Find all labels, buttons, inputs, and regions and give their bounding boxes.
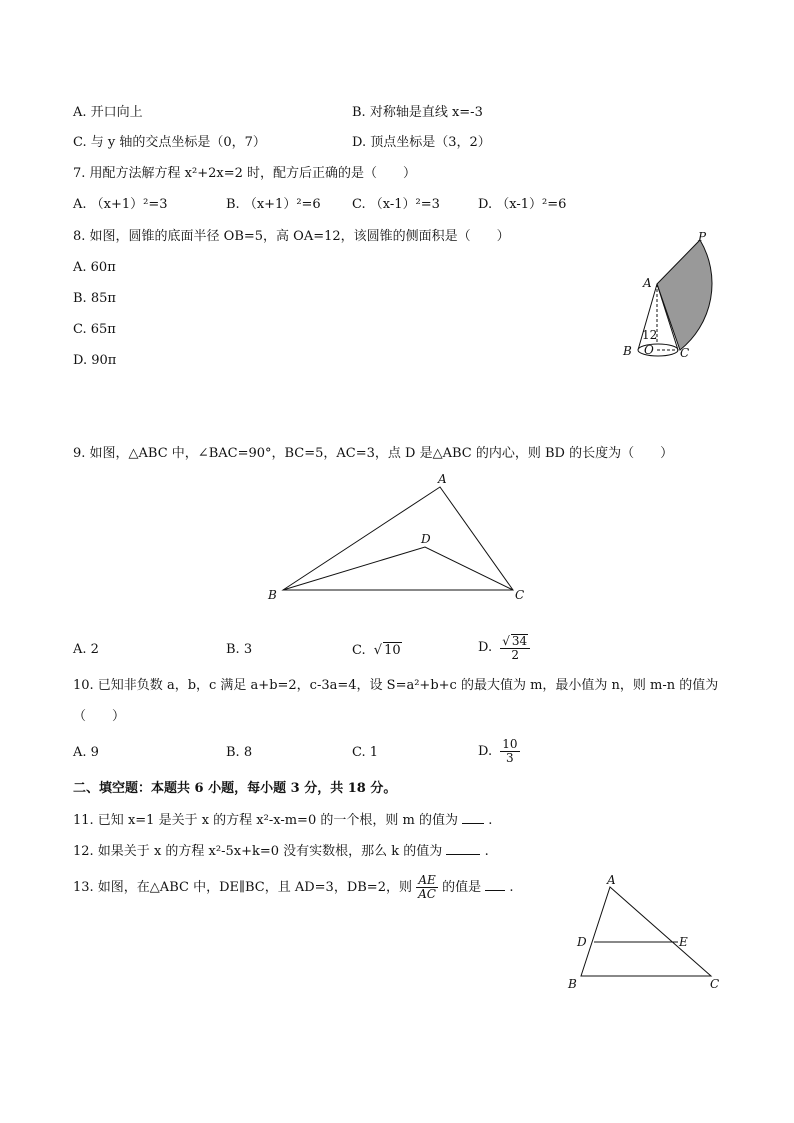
cone-sector-unfolded — [657, 240, 712, 350]
q6-option-d: D. 顶点坐标是（3，2） — [352, 135, 491, 150]
q10-option-a: A. 9 — [73, 745, 99, 760]
q10-option-d-fraction — [500, 738, 519, 765]
cone-label-c: C — [680, 346, 690, 360]
q8-option-d: D. 90π — [73, 353, 117, 368]
q9-option-c-radicand: 10 — [384, 643, 401, 658]
triangle-abc — [283, 487, 513, 590]
tri2-label-d: D — [577, 935, 587, 949]
cone-figure — [620, 228, 740, 368]
q6-option-c: C. 与 y 轴的交点坐标是（0，7） — [73, 135, 266, 150]
q13-end: . — [509, 880, 514, 895]
q7-option-d: D. （x-1）²=6 — [478, 197, 567, 212]
q9-option-d-fraction: $\frac{√ 34}{2}$ — [500, 634, 530, 662]
q9-option-d-denominator: 2 — [511, 647, 520, 662]
q10-paren: （ ） — [73, 709, 126, 724]
q9-option-d — [478, 631, 530, 665]
tri-label-c: C — [515, 588, 525, 602]
tri2-label-a: A — [607, 873, 616, 887]
tri2-label-e: E — [679, 935, 688, 949]
q10-option-d-prefix: D. — [478, 744, 493, 759]
q10-option-c: C. 1 — [352, 745, 379, 760]
q7-stem: 7. 用配方法解方程 x²+2x=2 时，配方后正确的是（ ） — [73, 166, 417, 181]
cone-label-height: 12 — [642, 328, 658, 342]
q9-option-b: B. 3 — [226, 642, 253, 657]
triangle-de-parallel-bc-figure — [565, 873, 730, 998]
q13-answer-blank[interactable] — [485, 890, 505, 891]
q9-option-d-prefix: D. — [478, 640, 493, 655]
q13-fraction-numerator: AE — [416, 874, 438, 888]
section-2-heading: 二、填空题：本题共 6 小题，每小题 3 分，共 18 分。 — [73, 781, 397, 796]
tri-label-a: A — [438, 472, 447, 486]
q8-option-a: A. 60π — [73, 260, 116, 275]
q10-stem: 10. 已知非负数 a，b，c 满足 a+b=2，c-3a=4，设 S=a²+b+c 的最大值为 m，最小值为 n，则 m-n 的值为 — [73, 678, 719, 693]
q6-option-a: A. 开口向上 — [73, 105, 143, 120]
q7-option-c: C. （x-1）²=3 — [352, 197, 440, 212]
q7-option-a: A. （x+1）²=3 — [73, 197, 168, 212]
q11-line — [73, 813, 492, 829]
tri-label-d: D — [421, 532, 431, 546]
tri2-label-b: B — [568, 977, 577, 991]
q13-prefix: 13. 如图，在△ABC 中，DE∥BC，且 AD=3，DB=2，则 — [73, 880, 412, 895]
q9-option-c: C. √ 10 — [352, 643, 401, 658]
q9-stem: 9. 如图，△ABC 中，∠BAC=90°，BC=5，AC=3，点 D 是△ABC 的内心，则 BD 的长度为（ ） — [73, 446, 674, 461]
q11-text: 11. 已知 x=1 是关于 x 的方程 x²-x-m=0 的一个根，则 m 的值为 — [73, 813, 458, 828]
q8-option-b: B. 85π — [73, 291, 116, 306]
q13-fraction-denominator: AC — [418, 887, 436, 901]
q12-end: . — [484, 844, 489, 859]
q11-answer-blank[interactable] — [462, 823, 484, 824]
tri-label-b: B — [268, 588, 277, 602]
tri2-label-c: C — [710, 977, 720, 991]
q12-answer-blank[interactable] — [446, 854, 480, 855]
q12-line — [73, 844, 489, 860]
q9-option-c-prefix: C. — [352, 643, 366, 658]
triangle-abc — [581, 887, 711, 976]
q10-option-d-numerator: 10 — [502, 737, 518, 751]
cone-label-b: B — [623, 344, 632, 358]
q13-fraction — [416, 874, 438, 901]
q10-option-d-denominator: 3 — [506, 751, 514, 765]
q12-text: 12. 如果关于 x 的方程 x²-5x+k=0 没有实数根，那么 k 的值为 — [73, 844, 443, 859]
q9-option-a: A. 2 — [73, 642, 99, 657]
cone-label-p: P — [698, 230, 707, 244]
triangle-incenter-figure — [265, 472, 535, 602]
cone-label-o: O — [644, 343, 654, 357]
q13-suffix: 的值是 — [442, 880, 482, 895]
q6-option-b: B. 对称轴是直线 x=-3 — [352, 105, 483, 120]
cone-label-a: A — [643, 276, 652, 290]
q8-stem: 8. 如图，圆锥的底面半径 OB=5，高 OA=12，该圆锥的侧面积是（ ） — [73, 229, 510, 244]
q9-option-d-radicand: 34 — [511, 633, 528, 648]
q10-option-d — [478, 735, 520, 769]
q7-option-b: B. （x+1）²=6 — [226, 197, 321, 212]
q13-line — [73, 871, 514, 905]
q8-option-c: C. 65π — [73, 322, 116, 337]
segments-bd-dc — [283, 547, 513, 590]
q10-option-b: B. 8 — [226, 745, 253, 760]
q11-end: . — [488, 813, 493, 828]
